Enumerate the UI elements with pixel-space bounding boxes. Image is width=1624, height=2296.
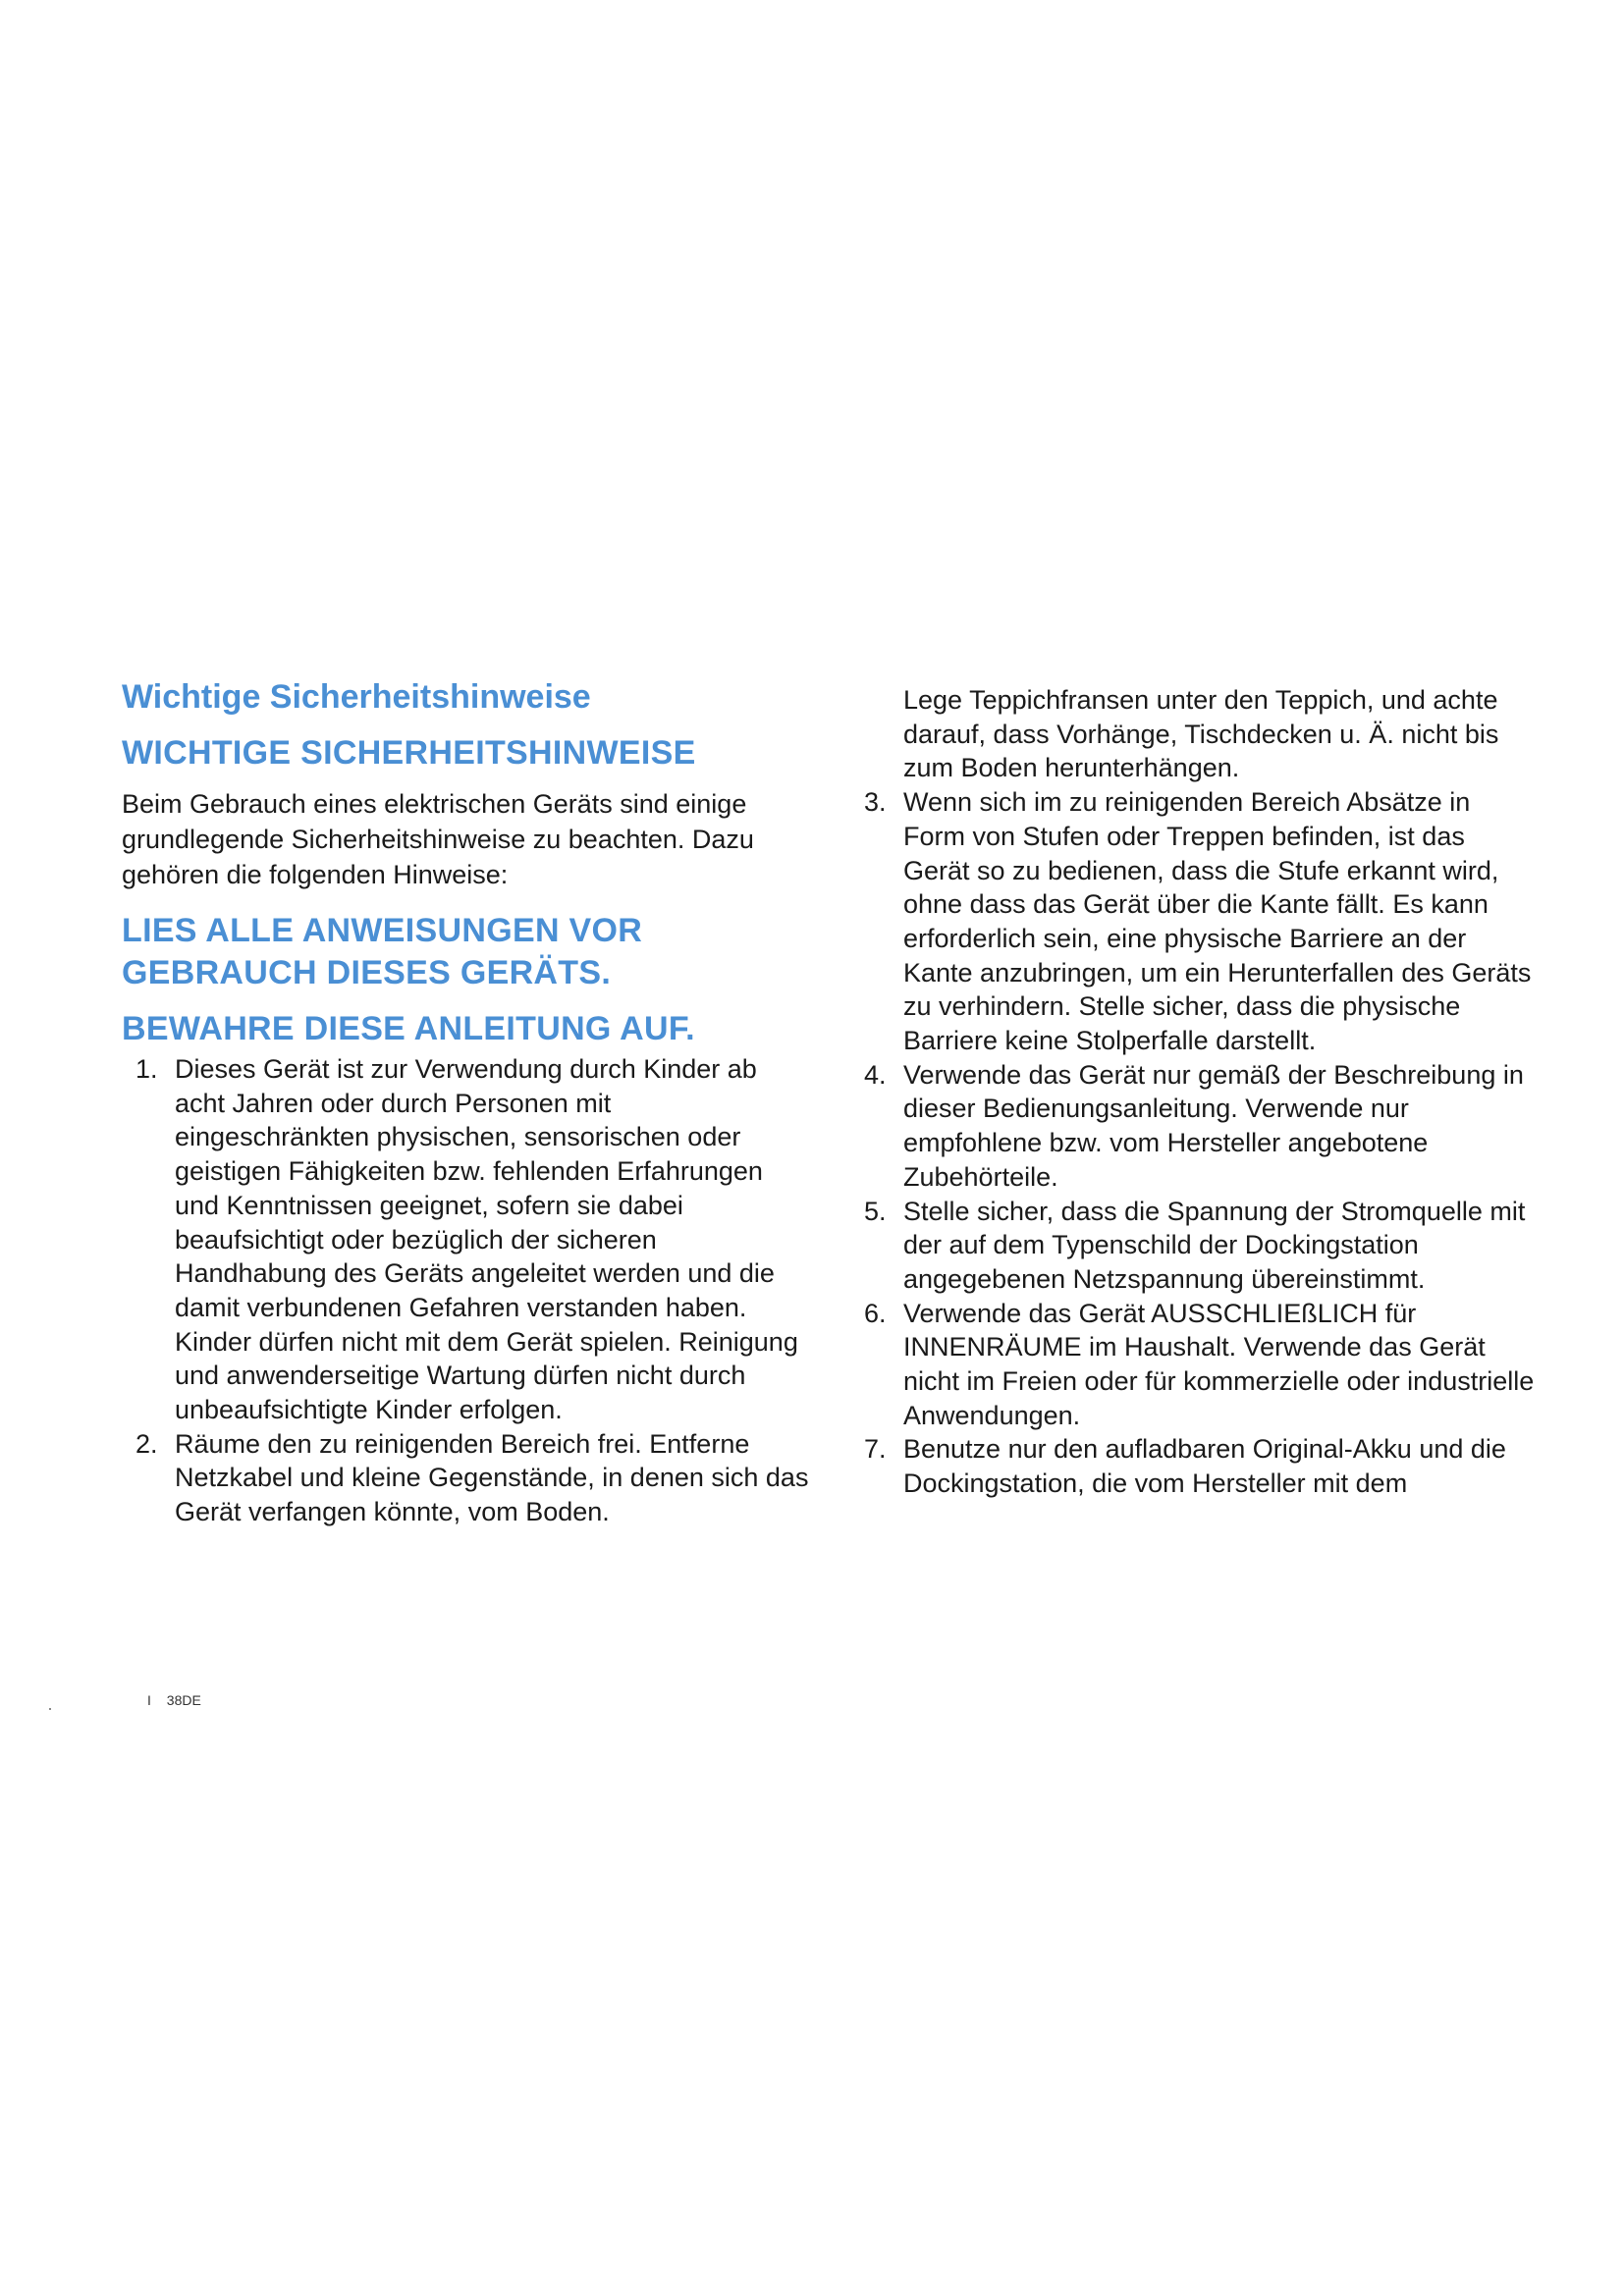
list-item-text: Dieses Gerät ist zur Verwendung durch Kinder ab acht Jahren oder durch Personen mit eingeschränkten physischen, sensorischen oder geistigen Fähigkeiten bzw. fehlenden Erfahrungen und Kenntnissen geeignet, sofern sie dabei beaufsichtigt oder bezüglich der sicheren Handhabung des Geräts angeleitet werden und die damit verbundenen Gefahren verstanden haben. Kinder dürfen nicht mit dem Gerät spielen. Reinigung und anwenderseitige Wartung dürfen nicht durch unbeaufsichtigte Kinder erfolgen.: [175, 1054, 798, 1425]
page-footer: [147, 1692, 201, 1708]
list-item: [860, 1297, 1538, 1433]
read-all-heading-line2: GEBRAUCH DIESES GERÄTS.: [122, 954, 612, 991]
list-item: [860, 1432, 1538, 1500]
left-column: [122, 675, 809, 1529]
list-item-number: 4.: [864, 1059, 887, 1090]
page-number: 38DE: [166, 1692, 201, 1708]
footer-separator: I: [147, 1692, 151, 1708]
intro-paragraph: Beim Gebrauch eines elektrischen Geräts sind einige grundlegende Sicherheitshinweise zu beachten. Dazu gehören die folgenden Hinweise:: [122, 789, 754, 889]
list-item-text: Räume den zu reinigenden Bereich frei. Entferne Netzkabel und kleine Gegenstände, in denen sich das Gerät verfangen könnte, vom Boden.: [175, 1428, 809, 1527]
list-item-text: Verwende das Gerät AUSSCHLIEßLICH für INNENRÄUME im Haushalt. Verwende das Gerät nicht im Freien oder für kommerzielle oder industrielle Anwendungen.: [903, 1298, 1535, 1430]
list-item-number: 6.: [864, 1298, 887, 1328]
safety-list-right: [860, 785, 1538, 1501]
list-item-number: 3.: [864, 787, 887, 818]
safety-list-left: [122, 1052, 809, 1529]
list-item-text: Wenn sich im zu reinigenden Bereich Absätze in Form von Stufen oder Treppen befinden, ist das Gerät so zu bedienen, dass die Stufe erkannt wird, ohne dass das Gerät über die Kante fällt. Es kann erforderlich sein, eine physische Barriere an der Kante anzubringen, um ein Herunterfallen des Geräts zu verhindern. Stelle sicher, dass die physische Barriere keine Stolperfalle darstellt.: [903, 787, 1532, 1056]
list-item-number: 5.: [864, 1196, 887, 1226]
list-item: [860, 1058, 1538, 1195]
right-column: [860, 683, 1538, 1501]
scan-speck: [49, 1708, 51, 1710]
list-item: [122, 1427, 809, 1529]
read-all-heading-line1: LIES ALLE ANWEISUNGEN VOR: [122, 912, 643, 949]
list-item-number: 1.: [135, 1054, 158, 1084]
continued-text: Lege Teppichfransen unter den Teppich, und achte darauf, dass Vorhänge, Tischdecken u. Ä. nicht bis zum Boden herunterhängen.: [903, 685, 1499, 783]
keep-instructions-heading: BEWAHRE DIESE ANLEITUNG AUF.: [122, 1010, 695, 1047]
list-item-text: Benutze nur den aufladbaren Original-Akku und die Dockingstation, die vom Hersteller mit dem: [903, 1434, 1506, 1499]
section-heading: WICHTIGE SICHERHEITSHINWEISE: [122, 734, 696, 772]
list-item-text: Stelle sicher, dass die Spannung der Stromquelle mit der auf dem Typenschild der Dockingstation angegebenen Netzspannung übereinstimmt.: [903, 1196, 1526, 1294]
list-item: [860, 1195, 1538, 1297]
list-item-number: 2.: [135, 1428, 158, 1459]
list-item-number: 7.: [864, 1434, 887, 1465]
page-title: Wichtige Sicherheitshinweise: [122, 678, 591, 716]
list-item-text: Verwende das Gerät nur gemäß der Beschreibung in dieser Bedienungsanleitung. Verwende nur empfohlene bzw. vom Hersteller angebotene Zubehörteile.: [903, 1059, 1524, 1192]
list-item: [860, 785, 1538, 1058]
list-item: [122, 1052, 809, 1427]
